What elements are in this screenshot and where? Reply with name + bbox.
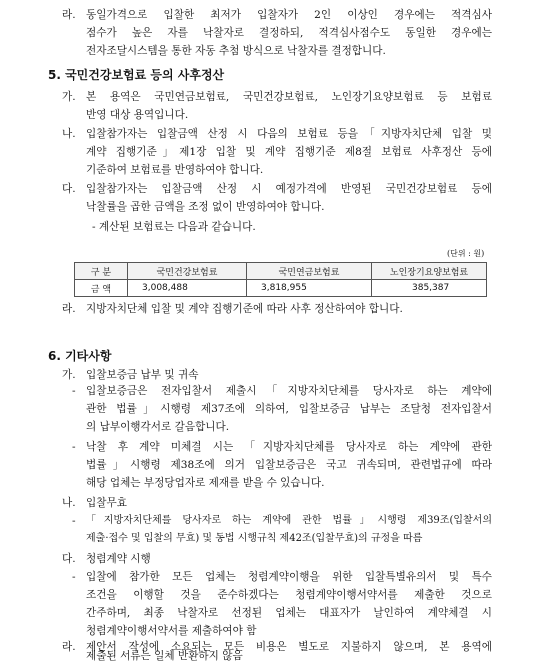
table-header-cell: 노인장기요양보험료 [372, 263, 487, 280]
bullet-line [86, 624, 492, 638]
subsection-title [62, 368, 492, 382]
item-marker: 나. [62, 497, 76, 509]
item-marker: 라. [62, 641, 76, 653]
paragraph-text: 입찰보증금은 전자입찰서 제출시「지방자치단체를 당사자로 하는 계약에 [86, 385, 492, 397]
sub-note [92, 220, 492, 234]
table-cell: 385,387 [372, 280, 487, 297]
paragraph-text: 낙찰률을 곱한 금액을 조정 없이 반영하여야 합니다. [86, 201, 325, 213]
paragraph-line [86, 26, 492, 40]
paragraph-text: 낙찰 후 계약 미체결 시는 「지방자치단체를 당사자로 하는 계약에 관한 [86, 441, 492, 453]
paragraph-text: 입찰참가자는 입찰금액 산정 시 예정가격에 반영된 국민건강보험료 등에 [86, 183, 492, 195]
bullet-line [86, 606, 492, 620]
paragraph-text: 입찰참가자는 입찰금액 산정 시 다음의 보험료 등을「지방자치단체 입찰 및 [86, 128, 492, 140]
bullet-line [72, 440, 492, 454]
table-header-cell: 국민연금보험료 [247, 263, 372, 280]
paragraph-line [62, 182, 492, 196]
bullet-line [86, 532, 492, 546]
paragraph-text: 계약 집행기준」제1장 입찰 및 계약 집행기준 제8절 보험료 사후정산 등에 [86, 146, 492, 158]
paragraph-line [86, 108, 492, 122]
paragraph-text: 간주하며, 최종 낙찰자로 선정된 업체는 대표자가 날인하여 계약체결 시 [86, 607, 492, 619]
subsection-title-text: 입찰무효 [86, 497, 127, 509]
item-marker: 다. [62, 183, 76, 195]
paragraph-text: 관한 법률」시행령 제37조에 의하여, 입찰보증금 납부는 조달청 전자입찰서 [86, 403, 492, 415]
item-marker: 나. [62, 128, 76, 140]
paragraph-text: 청렴계약이행서약서를 제출하여야 함 [86, 625, 257, 637]
paragraph-line [86, 200, 492, 214]
item-marker: 라. [62, 9, 76, 21]
item-marker: 가. [62, 91, 76, 103]
paragraph-line [62, 8, 492, 22]
insurance-fee-table [74, 262, 487, 297]
bullet-line [86, 458, 492, 472]
bullet-dash: - [72, 385, 76, 397]
paragraph-line [86, 650, 492, 662]
table-header-cell: 구 분 [75, 263, 128, 280]
paragraph-line [62, 90, 492, 104]
section-title: 6. 기타사항 [48, 349, 112, 363]
bullet-line [72, 384, 492, 398]
subsection-title [62, 552, 492, 566]
section-title: 5. 국민건강보험료 등의 사후정산 [48, 68, 225, 82]
table-cell: 3,008,488 [128, 280, 247, 297]
subsection-title-text: 청렴계약 시행 [86, 553, 151, 565]
paragraph-text: 입찰에 참가한 모든 업체는 청렴계약이행을 위한 입찰특별유의서 및 특수 [86, 571, 492, 583]
paragraph-line [62, 302, 492, 316]
paragraph-text: 해당 업체는 부정당업자로 제재를 받을 수 있습니다. [86, 477, 325, 489]
paragraph-text: 전자조달시스템을 통한 자동 추첨 방식으로 낙찰자를 결정합니다. [86, 45, 386, 57]
bullet-line [86, 476, 492, 490]
bullet-dash: - [72, 441, 76, 453]
paragraph-text: 조건을 이행할 것을 준수하겠다는 청렴계약이행서약서를 제출한 것으로 [86, 589, 492, 601]
paragraph-text: 지방자치단체 입찰 및 계약 집행기준에 따라 사후 정산하여야 합니다. [86, 303, 403, 315]
paragraph-text: 반영 대상 용역입니다. [86, 109, 189, 121]
paragraph-line [86, 44, 492, 58]
bullet-line [86, 402, 492, 416]
bullet-dash: - [72, 515, 76, 527]
paragraph-text: 제출된 서류는 일체 반환하지 않음 [86, 650, 243, 662]
paragraph-text: 본 용역은 국민연금보험료, 국민건강보험료, 노인장기요양보험료 등 보험료 [86, 91, 492, 103]
table-cell: 3,818,955 [247, 280, 372, 297]
paragraph-text: 의 납부이행각서로 갈음합니다. [86, 421, 230, 433]
item-marker: 라. [62, 303, 76, 315]
bullet-line [86, 588, 492, 602]
bullet-line [72, 570, 492, 584]
table-row-label: 금 액 [75, 280, 128, 297]
paragraph-text: 제출·접수 및 입찰의 무효) 및 동법 시행규칙 제42조(입찰무효)의 규정을 따름 [86, 533, 423, 544]
unit-label: (단위 : 원) [447, 249, 485, 258]
bullet-dash: - [72, 571, 76, 583]
paragraph-line [86, 145, 492, 159]
paragraph-text: 기준하여 보험료를 반영하여야 합니다. [86, 164, 264, 176]
paragraph-line [62, 127, 492, 141]
item-marker: 다. [62, 553, 76, 565]
subsection-title [62, 496, 492, 510]
bullet-line [72, 514, 492, 528]
paragraph-text: 제안서 작성에 소요되는 모든 비용은 별도로 지불하지 않으며, 본 용역에 [86, 641, 492, 653]
table-header-cell: 국민건강보험료 [128, 263, 247, 280]
paragraph-text: 동일가격으로 입찰한 최저가 입찰자가 2인 이상인 경우에는 적격심사 [86, 9, 492, 21]
subsection-title-text: 입찰보증금 납부 및 귀속 [86, 369, 199, 381]
paragraph-text: 「지방자치단체를 당사자로 하는 계약에 관한 법률」시행령 제39조(입찰서의 [86, 515, 492, 526]
paragraph-text: 법률」시행령 제38조에 의거 입찰보증금은 국고 귀속되며, 관련법규에 따라 [86, 459, 492, 471]
paragraph-line [86, 163, 492, 177]
table-header-row [75, 263, 487, 280]
item-marker: 가. [62, 369, 76, 381]
bullet-line [86, 420, 492, 434]
paragraph-text: 점수가 높은 자를 낙찰자로 결정하되, 적격심사점수도 동일한 경우에는 [86, 27, 492, 39]
paragraph-text: - 계산된 보험료는 다음과 같습니다. [92, 221, 256, 233]
table-row [75, 280, 487, 297]
